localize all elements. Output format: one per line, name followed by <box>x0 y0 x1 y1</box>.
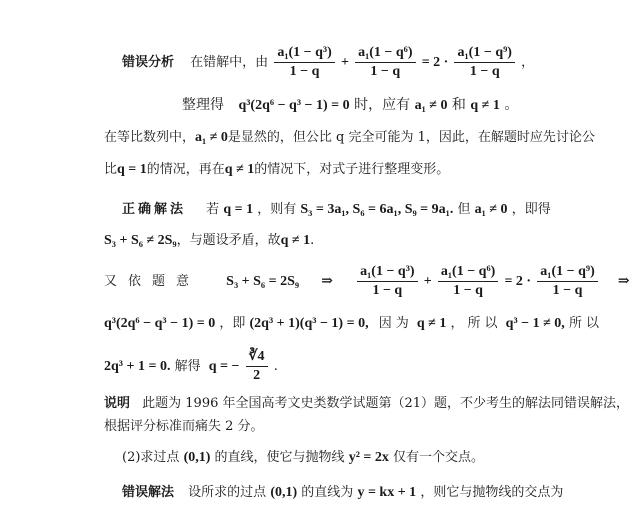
question-line: (2)求过点 (0,1) 的直线，使它与抛物线 y² = 2x 仅有一个交点。 <box>122 450 485 465</box>
solution-line: 2q³ + 1 = 0. 解得 q = − $\frac{∛4}{2}$ . <box>104 349 278 383</box>
note-line: 根据评分标准而痛失 2 分。 <box>104 419 264 434</box>
error-analysis-line: 错误分析 在错解中，由 $\frac{\text{a₁(1 − q³)}}{1 - q}$ + $\frac{\text{a₁(1 − q⁶)}}{1 - q}$ = 2 · $\frac{\text{a₁(1 − q⁹)}}{1 - q}$ ， <box>122 45 535 79</box>
text: 在错解中，由 <box>190 55 269 70</box>
wrong-solution-line: 错误解法 设所求的过点 (0,1) 的直线为 y = kx + 1 ，则它与抛物线的交点为 <box>122 484 564 500</box>
correct-solution-heading: 正确解法 <box>122 201 187 216</box>
fraction: $\frac{∛4}{2}$ <box>246 350 268 383</box>
text: 整理得 <box>182 97 224 113</box>
simplify-line: 整理得 q³(2q⁶ − q³ − 1) = 0 时，应有 a₁ ≠ 0 和 q ≠ 1 。 <box>182 97 519 113</box>
derivation-line: q³(2q⁶ − q³ − 1) = 0 ，即 (2q³ + 1)(q³ − 1) = 0, 因为 q ≠ 1 ，所以 q³ − 1 ≠ 0, 所以 <box>104 316 603 331</box>
correct-solution-line: 正确解法 若 q = 1 ，则有 S₃ = 3a₁, S₆ = 6a₁, S₉ = 9a₁. 但 a₁ ≠ 0 ，即得 <box>122 201 551 217</box>
derivation-line: 又依题意 S₃ + S₆ = 2S₉ ⇒ $\frac{\text{a₁(1 − q³)}}{1 - q}$ + $\frac{\text{a₁(1 − q⁶)}}{1 - q}$ = 2 · $\frac{\text{a₁(1 − q⁹)}}{1 - q}$ ⇒ <box>104 264 630 298</box>
note-heading: 说明 <box>104 395 131 410</box>
fraction: $\frac{\text{a₁(1 − q⁹)}}{1 - q}$ <box>454 46 514 79</box>
fraction: $\frac{\text{a₁(1 − q³)}}{1 - q}$ <box>357 265 417 298</box>
fraction: $\frac{\text{a₁(1 − q³)}}{1 - q}$ <box>274 46 334 79</box>
fraction: $\frac{\text{a₁(1 − q⁹)}}{1 - q}$ <box>537 265 597 298</box>
paragraph-line: 比q = 1的情况，再在q ≠ 1的情况下，对式子进行整理变形。 <box>104 162 450 177</box>
paragraph-line: 在等比数列中，a₁ ≠ 0是显然的，但公比 q 完全可能为 1，因此，在解题时应先讨论公 <box>104 130 595 145</box>
fraction: $\frac{\text{a₁(1 − q⁶)}}{1 - q}$ <box>355 46 415 79</box>
error-analysis-heading: 错误分析 <box>122 54 175 69</box>
wrong-solution-heading: 错误解法 <box>122 484 175 499</box>
paragraph-line: S₃ + S₆ ≠ 2S₉，与题设矛盾，故q ≠ 1. <box>104 233 315 248</box>
fraction: $\frac{\text{a₁(1 − q⁶)}}{1 - q}$ <box>438 265 498 298</box>
equation: q³(2q⁶ − q³ − 1) = 0 <box>238 98 350 113</box>
note-line: 说明 此题为 1996 年全国高考文史类数学试题第（21）题，不少考生的解法同错误解法， <box>104 395 630 411</box>
